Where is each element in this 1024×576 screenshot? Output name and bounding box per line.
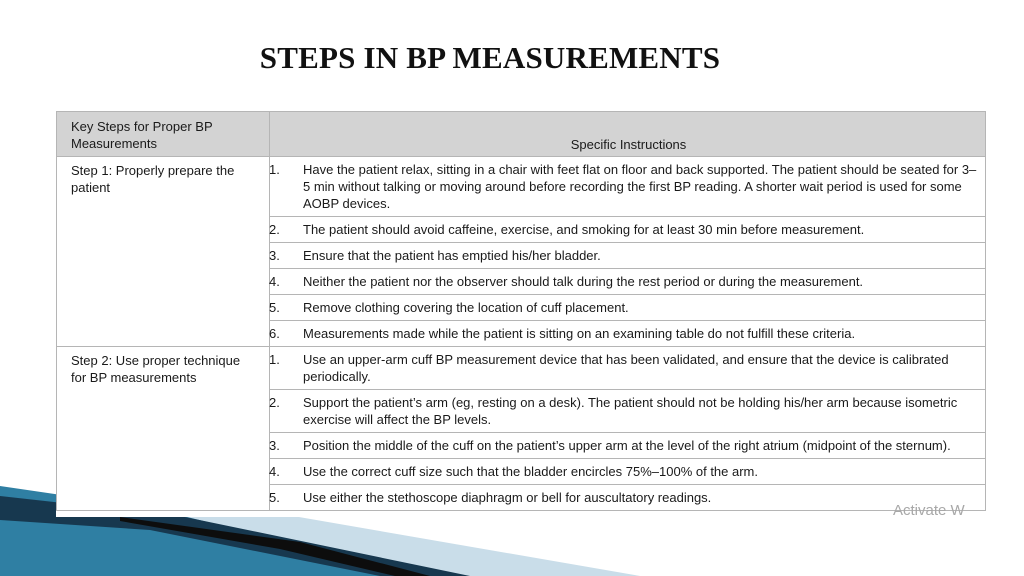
instruction-text: Use an upper-arm cuff BP measurement device that has been validated, and ensure that the device is calibrated periodically. [303,352,949,384]
instruction-number: 2. [269,222,280,237]
instruction-text: The patient should avoid caffeine, exercise, and smoking for at least 30 min before measurement. [303,222,865,237]
instruction-text: Neither the patient nor the observer should talk during the rest period or during the measurement. [303,274,864,289]
step-label: Step 1: Properly prepare the patient [57,157,270,347]
instruction-text: Use either the stethoscope diaphragm or bell for auscultatory readings. [303,490,712,505]
instruction-item [269,351,979,385]
instruction-text: Have the patient relax, sitting in a chair with feet flat on floor and back supported. The patient should be seated for 3–5 min without talking or moving around before recording the first BP reading. A shorter wait period is used for some AOBP devices. [303,162,977,211]
instruction-item [269,247,979,264]
instruction-cell [270,157,986,217]
header-key-steps: Key Steps for Proper BP Measurements [57,112,270,157]
instruction-text: Support the patient’s arm (eg, resting on a desk). The patient should not be holding his/her arm because isometric exercise will affect the BP levels. [303,395,958,427]
slide-title: STEPS IN BP MEASUREMENTS [259,40,721,75]
instruction-text: Measurements made while the patient is sitting on an examining table do not fulfill these criteria. [303,326,856,341]
table-body [57,157,986,511]
instruction-item [269,161,979,212]
instruction-text: Ensure that the patient has emptied his/her bladder. [303,248,601,263]
instruction-number: 5. [269,490,280,505]
instruction-item [269,299,979,316]
instruction-number: 4. [269,274,280,289]
instruction-number: 3. [269,438,280,453]
instruction-cell [270,321,986,347]
instruction-number: 5. [269,300,280,315]
instruction-cell [270,217,986,243]
instruction-cell [270,433,986,459]
instruction-item [269,463,979,480]
instruction-item [269,273,979,290]
instruction-item [269,437,979,454]
instruction-cell [270,485,986,511]
table-row [57,347,986,390]
instruction-number: 2. [269,395,280,410]
activate-watermark: Activate W [893,502,965,519]
instruction-number: 3. [269,248,280,263]
header-specific-instructions: Specific Instructions [270,112,986,157]
instruction-item [269,325,979,342]
instruction-text: Remove clothing covering the location of cuff placement. [303,300,629,315]
instruction-number: 1. [269,352,280,367]
instruction-text: Use the correct cuff size such that the bladder encircles 75%–100% of the arm. [303,464,758,479]
instruction-cell [270,347,986,390]
bp-steps-table [56,111,986,511]
instruction-cell [270,269,986,295]
instruction-number: 1. [269,162,280,177]
instruction-number: 4. [269,464,280,479]
table-row [57,157,986,217]
instruction-number: 6. [269,326,280,341]
step-label: Step 2: Use proper technique for BP measurements [57,347,270,511]
instruction-cell [270,459,986,485]
bp-steps-table-container [56,111,986,517]
instruction-cell [270,295,986,321]
table-header-row [57,112,986,157]
instruction-item [269,489,979,506]
instruction-item [269,221,979,238]
instruction-cell [270,243,986,269]
instruction-item [269,394,979,428]
instruction-cell [270,390,986,433]
instruction-text: Position the middle of the cuff on the patient’s upper arm at the level of the right atrium (midpoint of the sternum). [303,438,951,453]
